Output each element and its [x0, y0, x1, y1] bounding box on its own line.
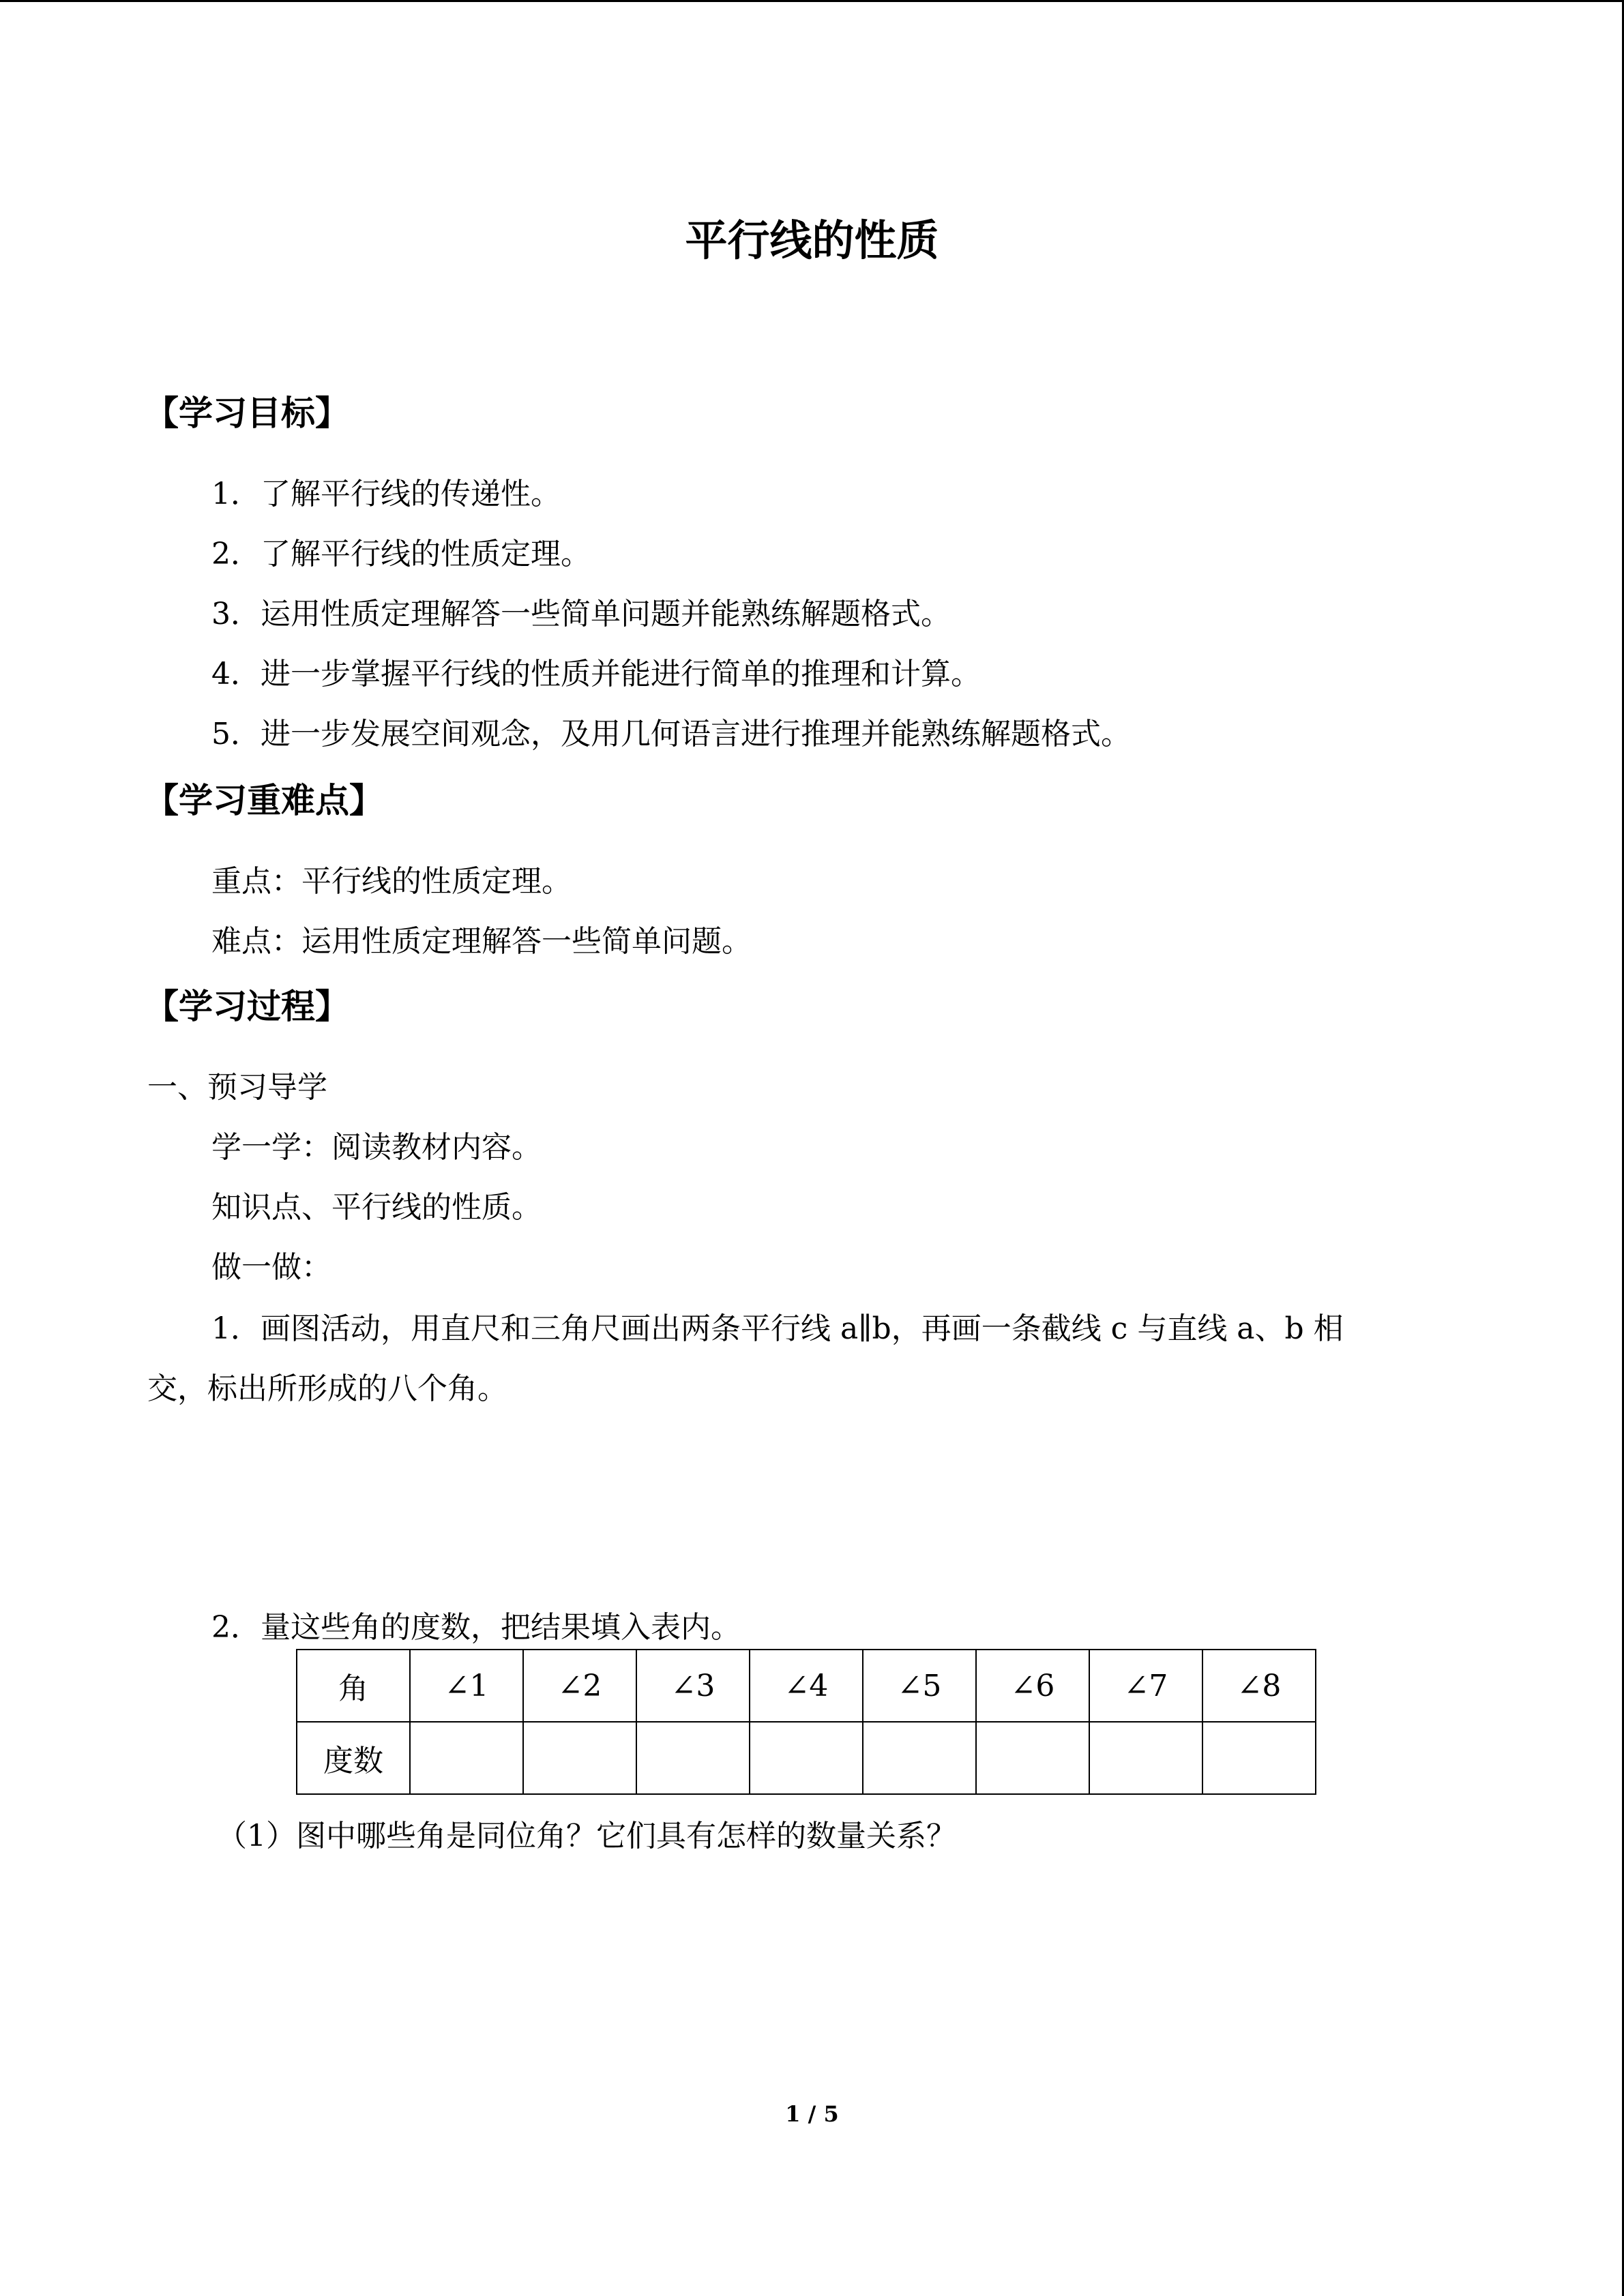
learn-text: 学一学：阅读教材内容。: [211, 1130, 542, 1165]
table-cell-header-angle5: ∠5: [863, 1650, 976, 1722]
objectives-heading: 【学习目标】: [145, 393, 349, 433]
task2-text: 2．量这些角的度数，把结果填入表内。: [211, 1610, 741, 1645]
focus-text: 重点：平行线的性质定理。: [211, 864, 572, 899]
table-cell-header-angle2: ∠2: [523, 1650, 636, 1722]
table-cell-header-angle7: ∠7: [1089, 1650, 1202, 1722]
table-cell-degree-3[interactable]: [636, 1722, 750, 1794]
question-1: （1）图中哪些角是同位角？它们具有怎样的数量关系？: [217, 1819, 956, 1853]
table-cell-degree-label: 度数: [297, 1722, 410, 1794]
table-cell-degree-1[interactable]: [410, 1722, 523, 1794]
do-text: 做一做：: [211, 1250, 331, 1285]
table-cell-header-angle: 角: [297, 1650, 410, 1722]
angle-table: [296, 1649, 1316, 1795]
table-cell-header-angle4: ∠4: [750, 1650, 863, 1722]
angle-table-degree-row: [297, 1722, 1316, 1794]
page-number: 1 / 5: [785, 2101, 839, 2127]
objective-item-5: 5．进一步发展空间观念，及用几何语言进行推理并能熟练解题格式。: [211, 717, 1131, 751]
task1-line2: 交，标出所形成的八个角。: [147, 1371, 507, 1406]
key-points-heading: 【学习重难点】: [145, 781, 383, 820]
angle-table-wrapper: [296, 1649, 1316, 1795]
angle-table-header-row: [297, 1650, 1316, 1722]
table-cell-degree-2[interactable]: [523, 1722, 636, 1794]
table-cell-header-angle6: ∠6: [976, 1650, 1089, 1722]
table-cell-header-angle3: ∠3: [636, 1650, 750, 1722]
table-cell-degree-4[interactable]: [750, 1722, 863, 1794]
page-title: 平行线的性质: [685, 215, 939, 265]
table-cell-degree-5[interactable]: [863, 1722, 976, 1794]
table-cell-degree-6[interactable]: [976, 1722, 1089, 1794]
objective-item-3: 3．运用性质定理解答一些简单问题并能熟练解题格式。: [211, 597, 951, 631]
objective-item-4: 4．进一步掌握平行线的性质并能进行简单的推理和计算。: [211, 657, 981, 691]
table-cell-degree-7[interactable]: [1089, 1722, 1202, 1794]
objective-item-1: 1．了解平行线的传递性。: [211, 477, 561, 511]
part1-title: 一、预习导学: [147, 1070, 327, 1105]
table-cell-header-angle1: ∠1: [410, 1650, 523, 1722]
objective-item-2: 2．了解平行线的性质定理。: [211, 537, 591, 571]
table-cell-degree-8[interactable]: [1202, 1722, 1316, 1794]
process-heading: 【学习过程】: [145, 987, 349, 1026]
table-cell-header-angle8: ∠8: [1202, 1650, 1316, 1722]
knowledge-text: 知识点、平行线的性质。: [211, 1190, 542, 1225]
difficulty-text: 难点：运用性质定理解答一些简单问题。: [211, 924, 752, 959]
task1-line1: 1．画图活动，用直尺和三角尺画出两条平行线 a∥b，再画一条截线 c 与直线 a、b 相: [211, 1311, 1344, 1346]
